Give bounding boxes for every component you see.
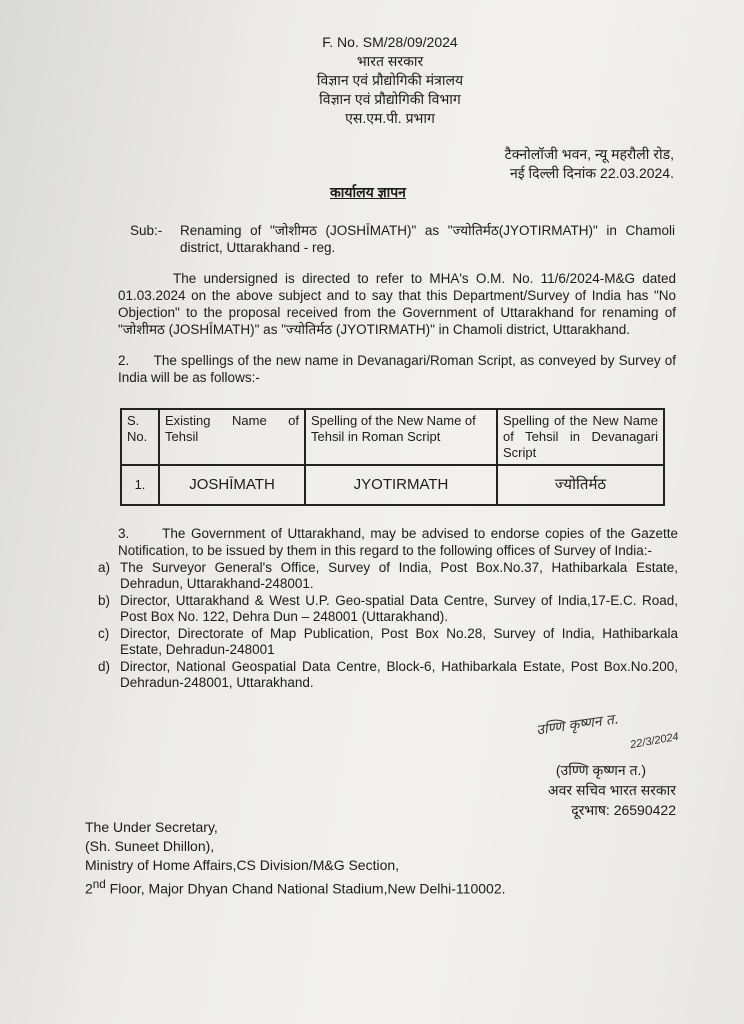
letterhead-line: विज्ञान एवं प्रौद्योगिकी मंत्रालय (316, 72, 464, 88)
paragraph-3: 3. The Government of Uttarakhand, may be advised to endorse copies of the Gazette Notification, to be issued by them in this regard to the following offices of Survey of India:- (118, 526, 682, 558)
address (505, 145, 674, 183)
signatory-designation: अवर सचिव भारत सरकार (547, 782, 676, 798)
signature-block (526, 760, 676, 820)
recipient-address (85, 818, 506, 899)
doc-title: कार्यालय ज्ञापन (330, 184, 406, 200)
signatory-name: (उण्णि कृष्णन त.) (555, 762, 647, 778)
table-header: Spelling of the New Name of Tehsil in Roman Script (305, 409, 497, 465)
table-header-row (121, 409, 664, 465)
table-cell: JOSHĪMATH (159, 465, 305, 505)
signatory-phone: दूरभाष: 26590422 (571, 802, 676, 818)
list-text: The Surveyor General's Office, Survey of India, Post Box.No.37, Hathibarkala Estate, Dehradun, Uttarakhand-248001. (120, 560, 678, 591)
paragraph-1: The undersigned is directed to refer to MHA's O.M. No. 11/6/2024-M&G dated 01.03.2024 on the above subject and to say that this Department/Survey of India has "No Objection" to the proposal received from the Government of Uttarakhand for renaming of "जोशीमठ (JOSHĪMATH)" as "ज्योतिर्मठ (JYOTIRMATH)" in Chamoli district, Uttarakhand. (118, 271, 676, 337)
handwritten-signature: उण्णि कृष्णन त. (535, 711, 620, 739)
subject-text: Renaming of "जोशीमठ (JOSHĪMATH)" as "ज्योतिर्मठ(JYOTIRMATH)" in Chamoli district, Uttarakhand - reg. (180, 223, 675, 255)
signature-date: 22/3/2024 (629, 730, 680, 752)
list-item (98, 593, 678, 625)
list-text: Director, National Geospatial Data Centre, Block-6, Hathibarkala Estate, Post Box.No.200, Dehradun-248001, Uttarakhand. (120, 659, 678, 690)
list-marker: d) (98, 659, 111, 674)
table-cell: JYOTIRMATH (305, 465, 497, 505)
list-text: Director, Directorate of Map Publication, Post Box No.28, Survey of India, Hathibarkala Estate, Dehradun-248001 (120, 626, 678, 657)
office-list (98, 560, 678, 692)
spelling-table (120, 408, 665, 506)
recipient-line: (Sh. Suneet Dhillon), (85, 838, 215, 854)
recipient-line (85, 875, 506, 899)
list-marker: a) (98, 560, 111, 575)
floor-number: 2 (85, 880, 93, 897)
recipient-line: The Under Secretary, (85, 819, 218, 835)
list-item (98, 626, 678, 658)
table-cell: 1. (121, 465, 159, 505)
address-date-line: नई दिल्ली दिनांक 22.03.2024. (510, 165, 674, 181)
table-header: Existing Name of Tehsil (159, 409, 305, 465)
letterhead-line: एस.एम.पी. प्रभाग (345, 110, 435, 126)
letterhead-line: विज्ञान एवं प्रौद्योगिकी विभाग (319, 91, 461, 107)
list-marker: b) (98, 593, 111, 608)
floor-address: Floor, Major Dhyan Chand National Stadium,New Delhi-110002. (105, 880, 506, 897)
letterhead-line: भारत सरकार (356, 53, 424, 69)
table-header: S. No. (121, 409, 159, 465)
list-item (98, 659, 678, 691)
subject (130, 222, 675, 256)
file-number: F. No. SM/28/09/2024 (322, 34, 458, 50)
paragraph-2: 2. The spellings of the new name in Devanagari/Roman Script, as conveyed by Survey of India will be as follows:- (118, 353, 680, 385)
recipient-line: Ministry of Home Affairs,CS Division/M&G Section, (85, 857, 400, 873)
table-row (121, 465, 664, 505)
address-line: टैक्नोलॉजी भवन, न्यू महरौली रोड, (504, 146, 674, 162)
floor-suffix: nd (92, 878, 106, 891)
letterhead (290, 33, 490, 128)
table-cell: ज्योतिर्मठ (497, 465, 664, 505)
list-item (98, 560, 678, 592)
subject-label: Sub:- (130, 223, 163, 238)
list-text: Director, Uttarakhand & West U.P. Geo-spatial Data Centre, Survey of India,17-E.C. Road, Post Box No. 122, Dehra Dun – 248001 (Uttarakhand). (120, 593, 678, 624)
list-marker: c) (98, 626, 110, 641)
table-header: Spelling of the New Name of Tehsil in Devanagari Script (497, 409, 664, 465)
